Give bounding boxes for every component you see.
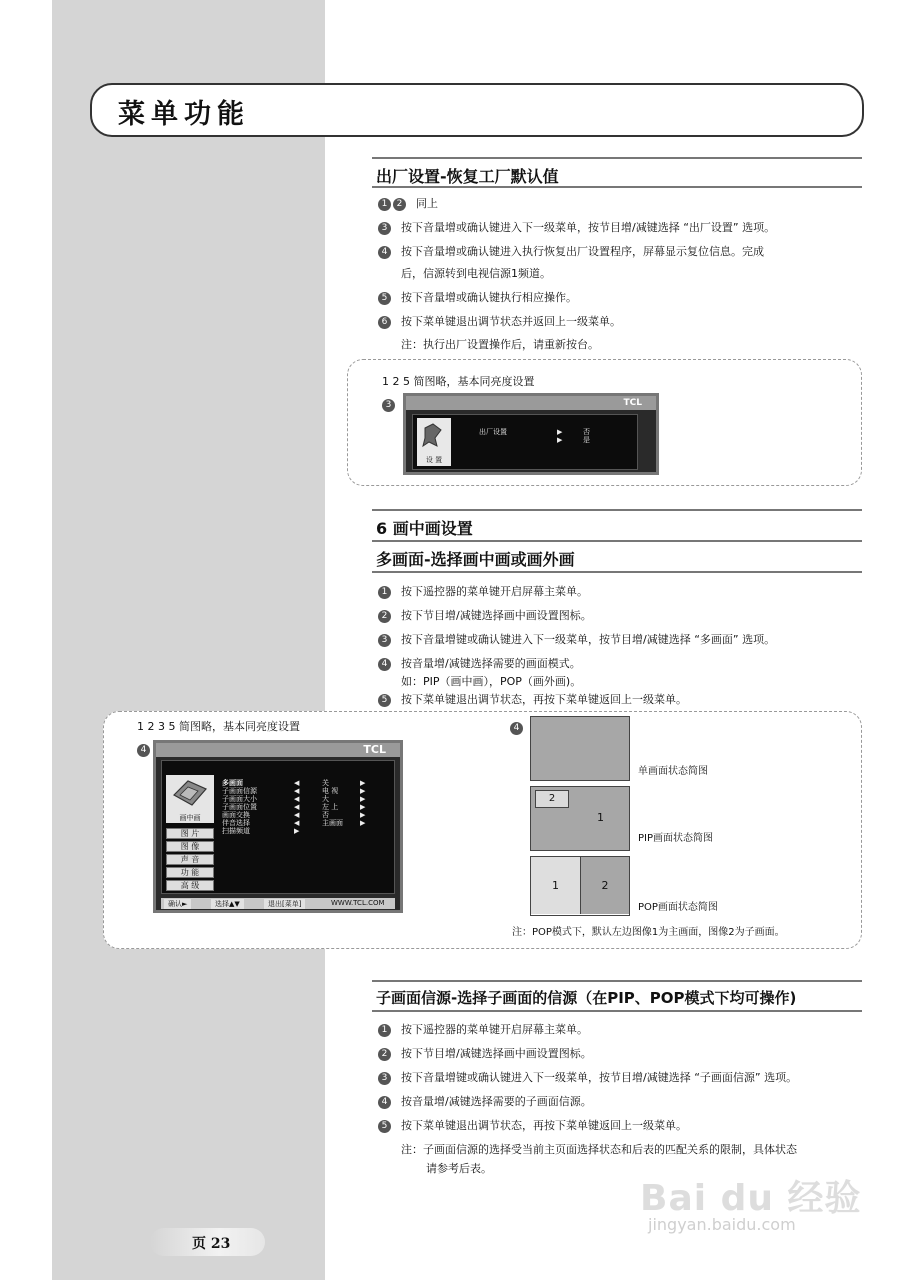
section3-top-line <box>372 980 862 982</box>
step-bullet: 3 <box>378 1072 391 1085</box>
pip-icon <box>166 775 214 813</box>
pop-left-window: 1 <box>531 857 580 914</box>
section3-heading: 子画面信源-选择子画面的信源（在PIP、POP模式下均可操作) <box>376 989 797 1007</box>
section2-top-line <box>372 509 862 511</box>
step-bullet: 5 <box>378 292 391 305</box>
arrow-left-icon: ◀ <box>294 811 300 819</box>
menu-row[interactable] <box>222 787 392 795</box>
baidu-watermark-logo: Bai du 经验 <box>640 1178 862 1219</box>
pop-note: 注：POP模式下，默认左边图像1为主画面，图像2为子画面。 <box>512 927 785 938</box>
step-text: 按下节目增/减键选择画中画设置图标。 <box>401 609 592 622</box>
step-bullet: 4 <box>378 658 391 671</box>
baidu-watermark-url: jingyan.baidu.com <box>648 1215 796 1234</box>
menu-row-value: 大 <box>322 795 329 803</box>
section3-step-3 <box>378 1069 797 1085</box>
step-bullet: 4 <box>378 246 391 259</box>
section1-step-4 <box>378 243 764 259</box>
section3-step-4 <box>378 1093 592 1109</box>
menu-row-value: 主画面 <box>322 819 343 827</box>
single-screen-caption: 单画面状态简图 <box>638 766 708 777</box>
arrow-left-icon: ◀ <box>294 803 300 811</box>
pip-menu-list <box>222 779 392 835</box>
single-screen-diagram <box>530 716 630 781</box>
section1-heading: 出厂设置-恢复工厂默认值 <box>376 167 559 186</box>
step-text: 按下节目增/减键选择画中画设置图标。 <box>401 1047 592 1060</box>
step-bullet: 4 <box>510 722 523 735</box>
step-text: 按下菜单键退出调节状态，再按下菜单键返回上一级菜单。 <box>401 1119 687 1132</box>
step-bullet: 3 <box>382 399 395 412</box>
menu-row-value: 左 上 <box>322 803 339 811</box>
arrow-right-icon: ▶ <box>360 795 366 803</box>
menu-row-name: 子画面信源 <box>222 787 257 795</box>
pop-diagram <box>530 856 630 916</box>
section3-step-1 <box>378 1021 588 1037</box>
arrow-right-icon: ▶ <box>360 811 366 819</box>
section2-heading: 6 画中画设置 <box>376 519 473 538</box>
step-text: 按音量增/减键选择需要的子画面信源。 <box>401 1095 592 1108</box>
section2-figure-caption: 1 2 3 5 简图略，基本同亮度设置 <box>137 720 300 733</box>
menu-row-name: 扫描频道 <box>222 827 250 835</box>
tv-brand-bar: TCL <box>406 396 656 410</box>
exit-hint: 退出[菜单] <box>264 899 305 909</box>
tv-screen <box>412 414 638 470</box>
section1-figure-caption: 1 2 5 简图略，基本同亮度设置 <box>382 375 535 388</box>
step-text: 按音量增/减键选择需要的画面模式。 <box>401 657 581 670</box>
step-bullet: 6 <box>378 316 391 329</box>
section1-step-1-2 <box>378 195 438 211</box>
section1-bottom-line <box>372 186 862 188</box>
step-bullet: 4 <box>378 1096 391 1109</box>
section1-top-line <box>372 157 862 159</box>
section1-step-5 <box>378 289 577 305</box>
arrow-left-icon: ◀ <box>294 779 300 787</box>
arrow-right-icon: ▶ <box>360 819 366 827</box>
menu-row-name: 多画面 <box>222 779 243 787</box>
option-yes[interactable]: 是 <box>583 436 590 444</box>
left-gray-band <box>52 0 325 1280</box>
arrow-left-icon: ◀ <box>294 795 300 803</box>
step-bullet: 2 <box>393 198 406 211</box>
section3-note-line1: 注：子画面信源的选择受当前主页面选择状态和后表的匹配关系的限制，具体状态 <box>401 1143 797 1156</box>
section2-step-3 <box>378 631 775 647</box>
step-bullet: 2 <box>378 610 391 623</box>
tv-menu-screen-pip <box>153 740 403 913</box>
option-no[interactable]: 否 <box>583 428 590 436</box>
option-arrow-icon: ▶ <box>557 428 563 436</box>
step-bullet: 4 <box>137 744 150 757</box>
step-bullet: 1 <box>378 198 391 211</box>
section2-step-1 <box>378 583 588 599</box>
step-bullet: 3 <box>378 634 391 647</box>
menu-row[interactable] <box>222 795 392 803</box>
step-text: 按下音量增或确认键进入下一级菜单，按节目增/减键选择 “出厂设置” 选项。 <box>401 221 776 234</box>
section2-step-5 <box>378 691 687 707</box>
menu-row-name: 子画面大小 <box>222 795 257 803</box>
step-text: 按下音量增或确认键执行相应操作。 <box>401 291 577 304</box>
section2-subheading: 多画面-选择画中画或画外画 <box>376 550 575 569</box>
section2-bottom-line <box>372 571 862 573</box>
section3-bottom-line <box>372 1010 862 1012</box>
sidebar-item-image[interactable]: 图 像 <box>166 841 214 852</box>
step-text: 按下音量增键或确认键进入下一级菜单，按节目增/减键选择 “子画面信源” 选项。 <box>401 1071 798 1084</box>
section2-step-4 <box>378 655 581 671</box>
pip-diagram <box>530 786 630 851</box>
menu-row-name: 伴音选择 <box>222 819 250 827</box>
step-bullet: 5 <box>378 694 391 707</box>
step-bullet: 1 <box>378 1024 391 1037</box>
menu-row-value: 否 <box>322 811 329 819</box>
menu-row[interactable] <box>222 811 392 819</box>
step-text: 按下菜单键退出调节状态，再按下菜单键返回上一级菜单。 <box>401 693 687 706</box>
section1-note: 注：执行出厂设置操作后，请重新按台。 <box>401 338 599 351</box>
pip-sub-window: 2 <box>535 790 569 808</box>
sidebar-item-function[interactable]: 功 能 <box>166 867 214 878</box>
step-bullet: 5 <box>378 1120 391 1133</box>
menu-row-name: 子画面位置 <box>222 803 257 811</box>
section3-step-5 <box>378 1117 687 1133</box>
page-title: 菜单功能 <box>118 99 250 130</box>
section1-step-6 <box>378 313 621 329</box>
menu-row-value: 关 <box>322 779 329 787</box>
tv-screen <box>161 760 395 894</box>
sidebar-item-picture[interactable]: 图 片 <box>166 828 214 839</box>
pop-caption: POP画面状态简图 <box>638 902 718 913</box>
section3-step-2 <box>378 1045 592 1061</box>
menu-row[interactable] <box>222 803 392 811</box>
website-text: WWW.TCL.COM <box>331 899 385 907</box>
section2-step-4-example: 如：PIP（画中画），POP（画外画)。 <box>401 675 582 688</box>
section1-step-3 <box>378 219 775 235</box>
pip-icon-panel <box>166 775 214 823</box>
arrow-left-icon: ◀ <box>294 819 300 827</box>
arrow-right-icon: ▶ <box>360 779 366 787</box>
select-hint: 选择▲▼ <box>211 899 244 909</box>
section2-step-2 <box>378 607 592 623</box>
tv-menu-screen-small <box>403 393 659 475</box>
section3-note-line2: 请参考后表。 <box>426 1162 492 1175</box>
arrow-left-icon: ◀ <box>294 787 300 795</box>
section2-mid-line <box>372 540 862 542</box>
menu-row[interactable] <box>222 819 392 827</box>
settings-icon <box>417 418 451 454</box>
option-arrow-icon: ▶ <box>557 436 563 444</box>
section1-figure-label <box>382 395 405 414</box>
step-bullet: 3 <box>378 222 391 235</box>
sidebar-item-pip[interactable]: 画中画 <box>179 814 201 822</box>
sidebar-item-sound[interactable]: 声 音 <box>166 854 214 865</box>
pip-caption: PIP画面状态简图 <box>638 833 714 844</box>
arrow-right-icon: ▶ <box>360 803 366 811</box>
confirm-hint: 确认► <box>164 899 191 909</box>
menu-row[interactable] <box>222 779 392 787</box>
tv-bottom-bar <box>161 898 395 909</box>
step-text: 按下菜单键退出调节状态并返回上一级菜单。 <box>401 315 621 328</box>
menu-row-value: 电 视 <box>322 787 339 795</box>
page-number: 页 23 <box>192 1236 231 1252</box>
settings-icon-label: 设 置 <box>425 456 443 464</box>
step-bullet: 1 <box>378 586 391 599</box>
step-bullet: 2 <box>378 1048 391 1061</box>
menu-item-factory-reset[interactable]: 出厂设置 <box>479 428 507 436</box>
sidebar-item-advanced[interactable]: 高 级 <box>166 880 214 891</box>
menu-row-name: 画面交换 <box>222 811 250 819</box>
tv-brand-bar: TCL <box>156 743 400 757</box>
step-text: 按下遥控器的菜单键开启屏幕主菜单。 <box>401 585 588 598</box>
menu-row[interactable] <box>222 827 392 835</box>
page-number-tab <box>150 1228 265 1256</box>
step-text: 按下遥控器的菜单键开启屏幕主菜单。 <box>401 1023 588 1036</box>
step-text: 同上 <box>416 197 438 210</box>
pip-main-label: 1 <box>597 811 604 824</box>
section1-step-4-cont: 后，信源转到电视信源1频道。 <box>401 267 551 280</box>
arrow-right-icon: ▶ <box>360 787 366 795</box>
arrow-right-icon: ▶ <box>294 827 300 835</box>
settings-icon-panel <box>417 418 451 466</box>
pop-right-window: 2 <box>580 857 629 914</box>
step-text: 按下音量增或确认键进入执行恢复出厂设置程序，屏幕显示复位信息。完成 <box>401 245 764 258</box>
step-text: 按下音量增键或确认键进入下一级菜单，按节目增/减键选择 “多画面” 选项。 <box>401 633 776 646</box>
